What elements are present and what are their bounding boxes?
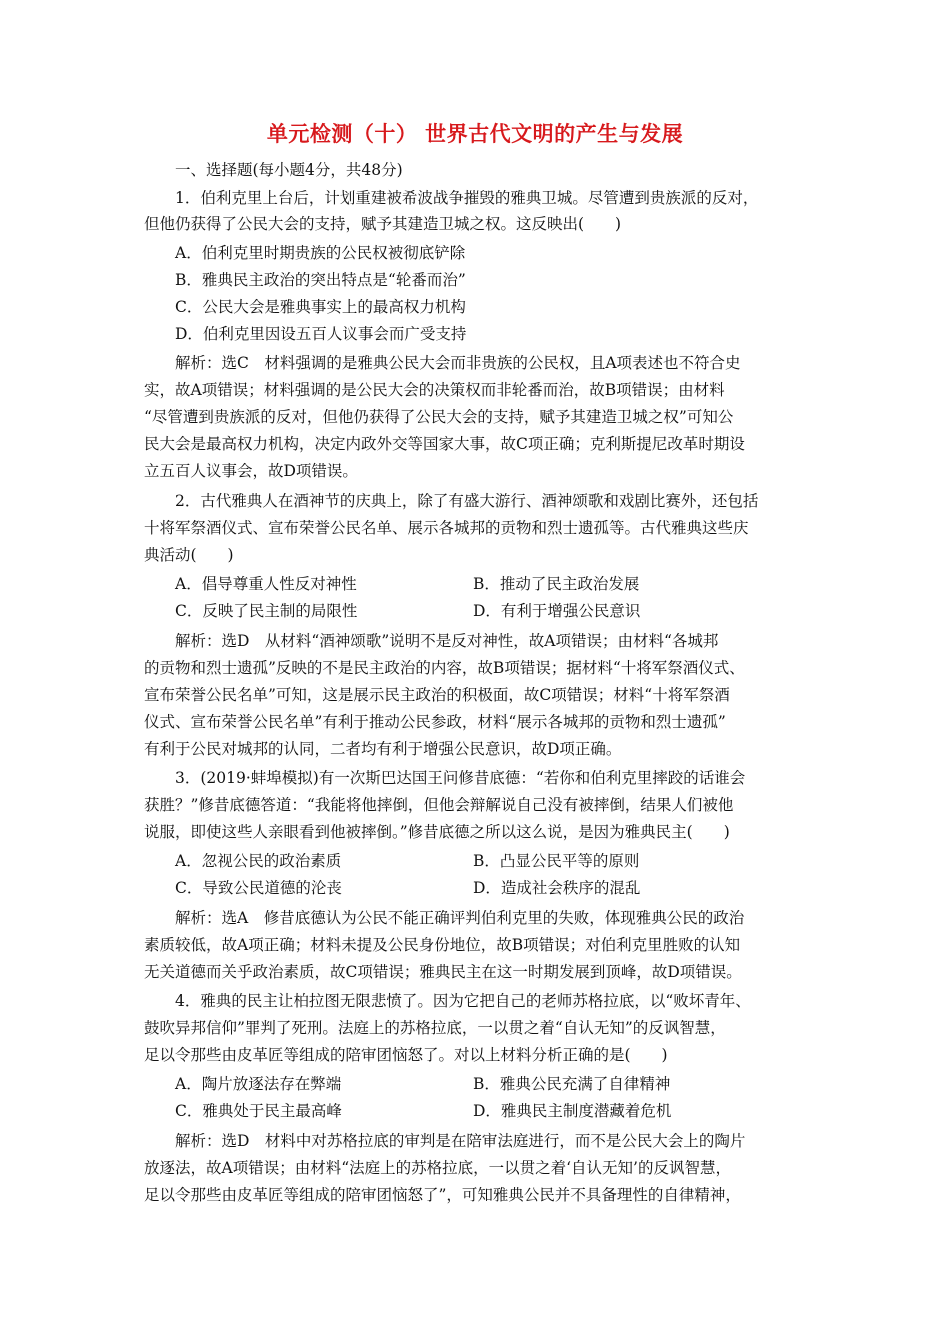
q2-option-d: D．有利于增强公民意识: [473, 602, 641, 620]
q1-stem-line: 1．伯利克里上台后，计划重建被希波战争摧毁的雅典卫城。尽管遭到贵族派的反对，: [175, 189, 759, 207]
q4-stem-line: 足以令那些由皮革匠等组成的陪审团恼怒了。对以上材料分析正确的是( ): [144, 1046, 668, 1064]
q2-stem-line: 典活动( ): [144, 546, 234, 564]
q2-stem-line: 2．古代雅典人在酒神节的庆典上，除了有盛大游行、酒神颂歌和戏剧比赛外，还包括: [175, 492, 759, 510]
q1-analysis-line: 立五百人议事会，故D项错误。: [144, 462, 358, 480]
q4-analysis-line: 足以令那些由皮革匠等组成的陪审团恼怒了”，可知雅典公民并不具备理性的自律精神，: [144, 1186, 741, 1204]
q2-option-b: B．推动了民主政治发展: [473, 575, 640, 593]
q1-analysis-line: 民大会是最高权力机构，决定内政外交等国家大事，故C项正确；克利斯提尼改革时期设: [144, 435, 745, 453]
q1-analysis-line: 实，故A项错误；材料强调的是公民大会的决策权而非轮番而治，故B项错误；由材料: [144, 381, 725, 399]
q4-stem-line: 鼓吹异邦信仰”罪判了死刑。法庭上的苏格拉底，一以贯之着“自认无知”的反讽智慧，: [144, 1019, 726, 1037]
q4-option-a: A．陶片放逐法存在弊端: [175, 1075, 342, 1093]
q4-option-c: C．雅典处于民主最高峰: [175, 1102, 342, 1120]
q2-analysis-line: 宣布荣誉公民名单”可知，这是展示民主政治的积极面，故C项错误；材料“十将军祭酒: [144, 686, 730, 704]
q1-stem-line: 但他仍获得了公民大会的支持，赋予其建造卫城之权。这反映出( ): [144, 215, 622, 233]
q2-option-c: C．反映了民主制的局限性: [175, 602, 358, 620]
q3-option-c: C．导致公民道德的沦丧: [175, 879, 342, 897]
q4-stem-line: 4．雅典的民主让柏拉图无限悲愤了。因为它把自己的老师苏格拉底，以“败坏青年、: [175, 992, 751, 1010]
document-title: 单元检测（十） 世界古代文明的产生与发展: [266, 121, 684, 146]
q3-option-b: B．凸显公民平等的原则: [473, 852, 640, 870]
q4-analysis-line: 解析：选D 材料中对苏格拉底的审判是在陪审法庭进行，而不是公民大会上的陶片: [175, 1132, 746, 1150]
q4-analysis-line: 放逐法，故A项错误；由材料“法庭上的苏格拉底，一以贯之着‘自认无知’的反讽智慧，: [144, 1159, 731, 1177]
q3-analysis-line: 无关道德而关乎政治素质，故C项错误；雅典民主在这一时期发展到顶峰，故D项错误。: [144, 963, 742, 981]
section-heading: 一、选择题(每小题4分，共48分): [175, 161, 403, 179]
q1-option-c: C．公民大会是雅典事实上的最高权力机构: [175, 298, 466, 316]
q1-option-a: A．伯利克里时期贵族的公民权被彻底铲除: [175, 244, 466, 262]
q3-analysis-line: 素质较低，故A项正确；材料未提及公民身份地位，故B项错误；对伯利克里胜败的认知: [144, 936, 741, 954]
q2-analysis-line: 有利于公民对城邦的认同，二者均有利于增强公民意识，故D项正确。: [144, 740, 622, 758]
q2-option-a: A．倡导尊重人性反对神性: [175, 575, 357, 593]
q1-analysis-line: “尽管遭到贵族派的反对，但他仍获得了公民大会的支持，赋予其建造卫城之权”可知公: [144, 408, 734, 426]
q3-option-d: D．造成社会秩序的混乱: [473, 879, 641, 897]
q3-analysis-line: 解析：选A 修昔底德认为公民不能正确评判伯利克里的失败，体现雅典公民的政治: [175, 909, 745, 927]
q1-analysis-line: 解析：选C 材料强调的是雅典公民大会而非贵族的公民权，且A项表述也不符合史: [175, 354, 741, 372]
q3-option-a: A．忽视公民的政治素质: [175, 852, 342, 870]
q2-analysis-line: 解析：选D 从材料“酒神颂歌”说明不是反对神性，故A项错误；由材料“各城邦: [175, 632, 719, 650]
q1-option-d: D．伯利克里因设五百人议事会而广受支持: [175, 325, 467, 343]
q2-analysis-line: 仪式、宣布荣誉公民名单”有利于推动公民参政，材料“展示各城邦的贡物和烈士遗孤”: [144, 713, 726, 731]
q4-option-d: D．雅典民主制度潜藏着危机: [473, 1102, 672, 1120]
q2-analysis-line: 的贡物和烈士遗孤”反映的不是民主政治的内容，故B项错误；据材料“十将军祭酒仪式、: [144, 659, 745, 677]
q3-stem-line: 3．(2019·蚌埠模拟)有一次斯巴达国王问修昔底德：“若你和伯利克里摔跤的话谁会: [175, 769, 746, 787]
q2-stem-line: 十将军祭酒仪式、宣布荣誉公民名单、展示各城邦的贡物和烈士遗孤等。古代雅典这些庆: [144, 519, 749, 537]
q3-stem-line: 获胜？”修昔底德答道：“我能将他摔倒，但他会辩解说自己没有被摔倒，结果人们被他: [144, 796, 734, 814]
q3-stem-line: 说服，即使这些人亲眼看到他被摔倒。”修昔底德之所以这么说，是因为雅典民主( ): [144, 823, 730, 841]
q4-option-b: B．雅典公民充满了自律精神: [473, 1075, 671, 1093]
q1-option-b: B．雅典民主政治的突出特点是“轮番而治”: [175, 271, 466, 289]
